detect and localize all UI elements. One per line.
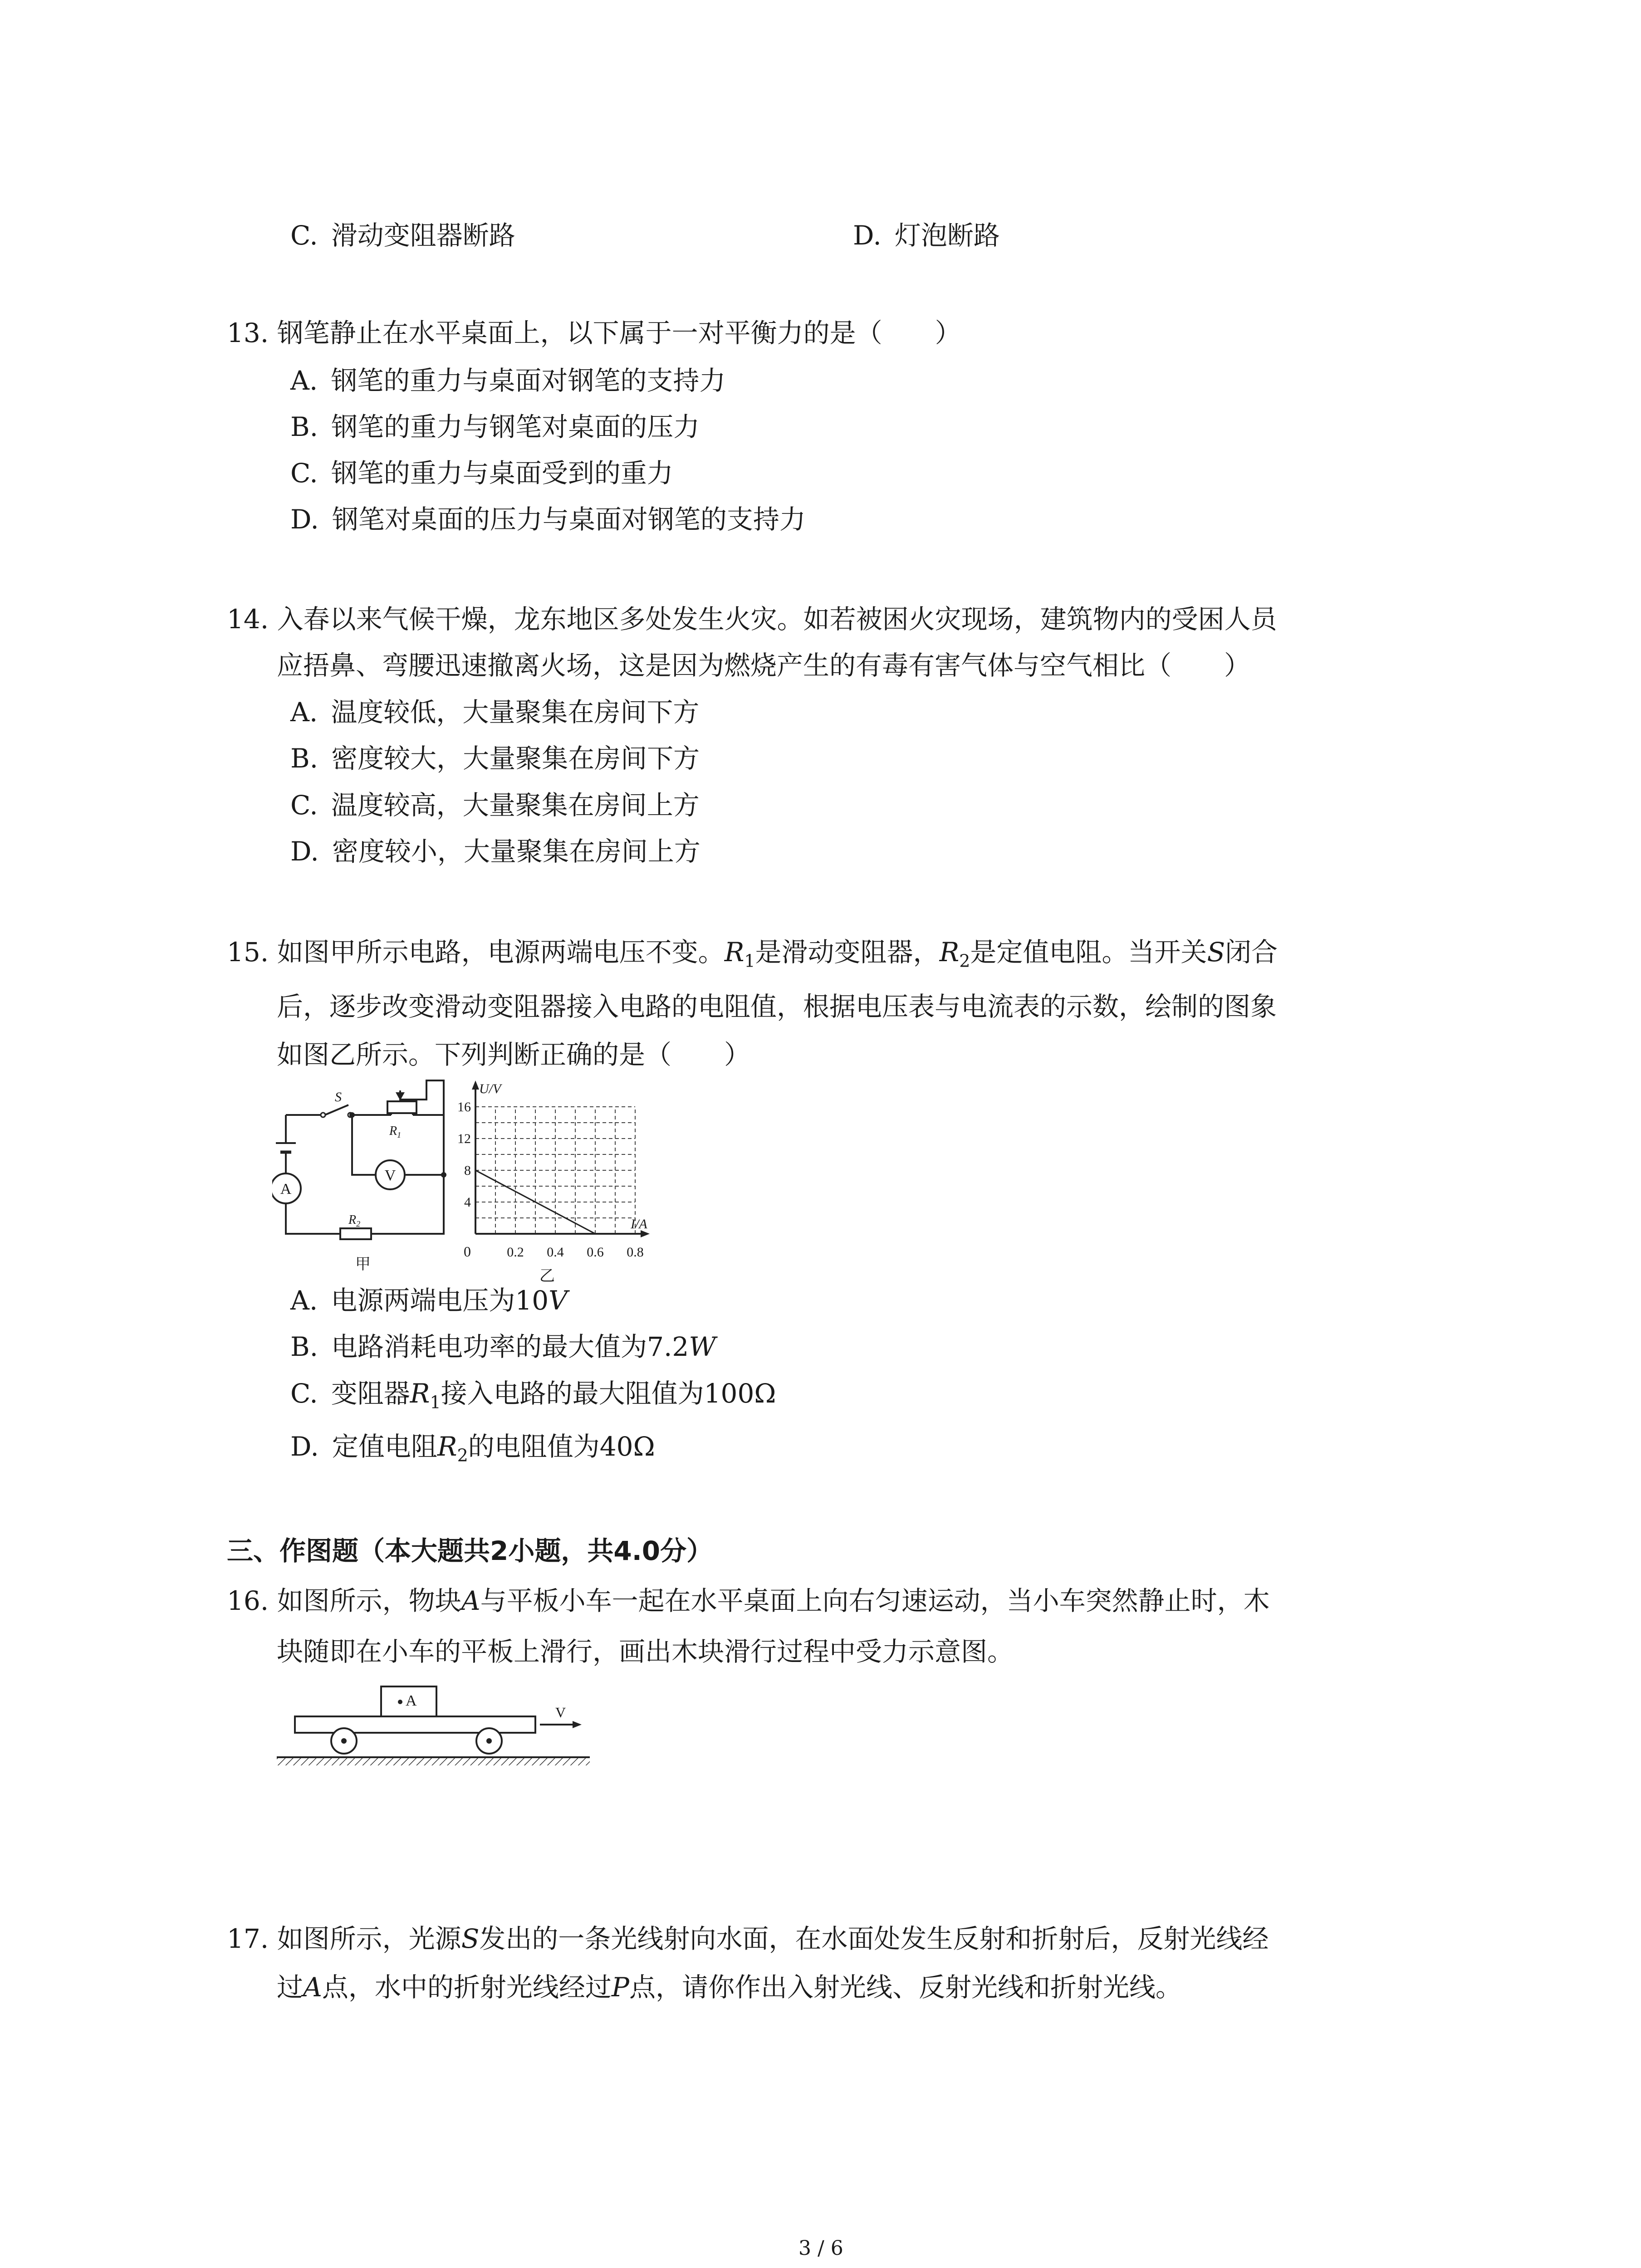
q16-text: 与平板小车一起在水平桌面上向右匀速运动，当小车突然静止时，木	[480, 1585, 1270, 1616]
q16-stem-line2: 块随即在小车的平板上滑行，画出木块滑行过程中受力示意图。	[277, 1636, 1014, 1667]
option-text: 的电阻值为	[468, 1431, 600, 1462]
point-p-symbol: P	[611, 1972, 629, 2003]
option-letter: A.	[290, 1285, 318, 1316]
option-text: 密度较小，大量聚集在房间上方	[332, 836, 700, 867]
option-subscript: 1	[430, 1392, 441, 1413]
y-tick-label: 12	[457, 1131, 471, 1146]
q12-option-d	[853, 222, 1000, 249]
q17-text: 发出的一条光线射向水面，在水面处发生反射和折射后，反射光线经	[479, 1923, 1269, 1954]
option-symbol: R	[410, 1378, 430, 1409]
option-value: 10	[515, 1285, 549, 1316]
option-value: 100Ω	[704, 1378, 776, 1409]
option-text: 温度较低，大量聚集在房间下方	[331, 697, 700, 728]
q15-stem-line2: 后，逐步改变滑动变阻器接入电路的电阻值，根据电压表与电流表的示数，绘制的图象	[277, 991, 1277, 1022]
option-text: 滑动变阻器断路	[331, 220, 515, 251]
wheel-hub	[341, 1738, 347, 1744]
r1-subscript: 1	[744, 951, 755, 971]
option-text: 密度较大，大量聚集在房间下方	[331, 743, 700, 774]
page-number: 3 / 6	[798, 2237, 843, 2260]
q16-cart-diagram	[277, 1674, 603, 1769]
q12-option-c	[290, 222, 515, 249]
q15-text: 闭合	[1225, 937, 1278, 968]
q13-stem: 13. 钢笔静止在水平桌面上，以下属于一对平衡力的是（ ）	[227, 318, 961, 348]
option-text: 温度较高，大量聚集在房间上方	[331, 790, 700, 821]
q14-stem-line2: 应捂鼻、弯腰迅速撤离火场，这是因为燃烧产生的有毒有害气体与空气相比（ ）	[277, 650, 1251, 681]
q15-circuit-diagram	[272, 1080, 454, 1275]
option-letter: D.	[290, 1431, 319, 1462]
q15-option-d	[290, 1433, 655, 1464]
block-label: A	[406, 1692, 417, 1709]
q17-stem-line2	[277, 1972, 1182, 2003]
r1-symbol: R	[724, 937, 745, 968]
q14-option-a	[290, 697, 700, 728]
option-subscript: 2	[457, 1445, 468, 1466]
origin-label: 0	[464, 1243, 471, 1260]
switch-symbol: S	[1207, 937, 1225, 968]
option-text: 变阻器	[331, 1378, 410, 1409]
cart-plate	[295, 1716, 535, 1733]
r2-subscript: 2	[959, 951, 970, 971]
q13-option-c	[290, 458, 673, 489]
source-symbol: S	[461, 1923, 480, 1954]
option-letter: A.	[290, 697, 318, 728]
graph-caption: 乙	[539, 1268, 555, 1285]
option-text: 定值电阻	[332, 1431, 437, 1462]
option-letter: C.	[290, 458, 318, 489]
option-letter: B.	[290, 411, 318, 442]
option-text: 钢笔的重力与桌面受到的重力	[331, 458, 673, 489]
option-letter: C.	[290, 1378, 318, 1409]
q13-option-a	[290, 367, 725, 394]
q15-stem-line1	[227, 939, 1278, 970]
q17-text: 17. 如图所示，光源	[227, 1923, 461, 1954]
q16-text: 16. 如图所示，物块	[227, 1585, 461, 1616]
block-symbol: A	[461, 1585, 480, 1616]
option-letter: C.	[290, 790, 318, 821]
x-tick-label: 0.2	[507, 1245, 524, 1260]
section-title: 三、作图题（本大题共2小题，共4.0分）	[227, 1535, 713, 1566]
q15-option-b	[290, 1331, 716, 1362]
q15-option-c	[290, 1380, 776, 1411]
y-tick-label: 8	[464, 1163, 471, 1178]
option-letter: D.	[290, 504, 319, 535]
option-text: 灯泡断路	[894, 220, 1000, 251]
switch-label: S	[335, 1090, 342, 1105]
q15-stem-line3: 如图乙所示。下列判断正确的是（ ）	[277, 1039, 751, 1070]
option-value: 40Ω	[599, 1431, 655, 1462]
x-tick-label: 0.6	[587, 1245, 604, 1260]
voltmeter-label: V	[384, 1167, 396, 1184]
ammeter-label: A	[280, 1181, 292, 1198]
q17-text: 点，请你作出入射光线、反射光线和折射光线。	[629, 1972, 1182, 2003]
x-tick-label: 0.4	[547, 1245, 564, 1260]
q17-text: 点，水中的折射光线经过	[322, 1972, 612, 2003]
option-letter: B.	[290, 1331, 318, 1362]
option-text: 电源两端电压为	[331, 1285, 515, 1316]
q15-option-a	[290, 1287, 568, 1314]
q14-option-b	[290, 745, 700, 772]
option-letter: C.	[290, 220, 318, 251]
block-center-dot	[398, 1700, 402, 1704]
q16-stem-line1	[227, 1585, 1270, 1616]
y-tick-label: 4	[464, 1195, 471, 1210]
r2-label: $R_2$	[348, 1213, 361, 1228]
q14-option-d	[290, 838, 700, 865]
q17-stem-line1	[227, 1923, 1269, 1954]
option-symbol: R	[437, 1431, 457, 1462]
x-tick-label: 0.8	[627, 1245, 644, 1260]
velocity-label: V	[555, 1704, 566, 1721]
point-a-symbol: A	[303, 1972, 322, 2003]
option-text: 钢笔的重力与桌面对钢笔的支持力	[331, 365, 726, 396]
option-text: 钢笔对桌面的压力与桌面对钢笔的支持力	[332, 504, 806, 535]
q15-ui-graph	[449, 1080, 667, 1288]
r1-label: $R_1$	[389, 1124, 402, 1139]
q15-text: 15. 如图甲所示电路，电源两端电压不变。	[227, 937, 725, 968]
q15-text: 是定值电阻。当开关	[970, 937, 1207, 968]
velocity-arrowhead	[573, 1721, 582, 1728]
q13-option-d	[290, 506, 806, 533]
x-axis-label: I/A	[631, 1217, 647, 1232]
option-letter: D.	[853, 220, 882, 251]
option-letter: A.	[290, 365, 318, 396]
r2-symbol: R	[939, 937, 960, 968]
q13-option-b	[290, 411, 700, 442]
q15-text: 是滑动变阻器，	[755, 937, 940, 968]
option-value: 7.2	[647, 1331, 689, 1362]
wheel-hub	[486, 1738, 492, 1744]
option-letter: D.	[290, 836, 319, 867]
y-axis-label: U/V	[479, 1081, 501, 1096]
q14-option-c	[290, 790, 700, 821]
option-unit: W	[689, 1331, 716, 1362]
y-tick-label: 16	[457, 1100, 471, 1114]
option-unit: V	[549, 1285, 568, 1316]
ground-hatching	[277, 1757, 590, 1765]
option-text: 电路消耗电功率的最大值为	[331, 1331, 647, 1362]
option-text: 接入电路的最大阻值为	[441, 1378, 704, 1409]
q17-text: 过	[277, 1972, 304, 2003]
option-letter: B.	[290, 743, 318, 774]
circuit-caption: 甲	[355, 1256, 371, 1273]
q14-stem-line1: 14. 入春以来气候干燥，龙东地区多处发生火灾。如若被困火灾现场，建筑物内的受困人员	[227, 604, 1277, 635]
option-text: 钢笔的重力与钢笔对桌面的压力	[331, 411, 700, 442]
